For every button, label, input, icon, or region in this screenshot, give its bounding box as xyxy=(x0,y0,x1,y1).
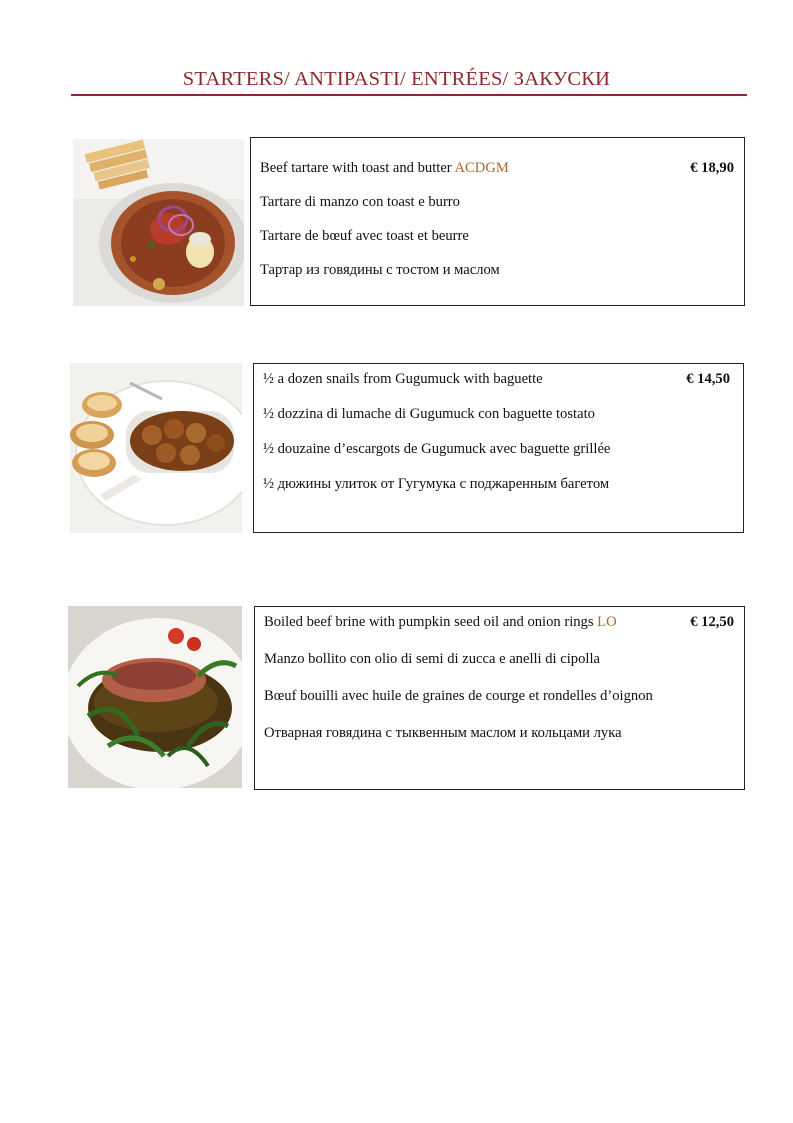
title-divider xyxy=(71,94,747,96)
menu-item-card xyxy=(253,363,744,533)
dish-price: € 12,50 xyxy=(690,614,734,630)
dish-name-en-text: ½ a dozen snails from Gugumuck with baguette xyxy=(263,371,543,387)
allergen-codes: LO xyxy=(597,614,617,630)
snails-photo xyxy=(70,363,242,533)
dish-name-ru: ½ дюжины улиток от Гугумука с поджаренным багетом xyxy=(263,476,610,492)
dish-name-it: ½ dozzina di lumache di Gugumuck con baguette tostato xyxy=(263,406,595,422)
dish-name-en-text: Boiled beef brine with pumpkin seed oil and onion rings xyxy=(264,614,598,630)
dish-name-ru: Отварная говядина с тыквенным маслом и кольцами лука xyxy=(264,725,622,741)
dish-price: € 14,50 xyxy=(686,371,730,387)
dish-name-fr: ½ douzaine d’escargots de Gugumuck avec baguette grillée xyxy=(263,441,611,457)
allergen-codes: ACDGM xyxy=(454,160,509,176)
dish-name-en-text: Beef tartare with toast and butter xyxy=(260,160,455,176)
beef-tartare-photo xyxy=(73,139,244,306)
dish-name-fr: Tartare de bœuf avec toast et beurre xyxy=(260,228,469,244)
dish-price: € 18,90 xyxy=(690,160,734,176)
menu-item-card xyxy=(254,606,745,790)
page-title: STARTERS/ ANTIPASTI/ ENTRÉES/ ЗАКУСКИ xyxy=(182,68,611,90)
dish-name-en xyxy=(263,371,543,388)
dish-name-en xyxy=(264,614,617,631)
dish-name-fr: Bœuf bouilli avec huile de graines de courge et rondelles d’oignon xyxy=(264,688,653,704)
menu-item-card xyxy=(250,137,745,306)
dish-name-en xyxy=(260,160,509,177)
dish-name-it: Tartare di manzo con toast e burro xyxy=(260,194,460,210)
dish-name-ru: Тартар из говядины с тостом и маслом xyxy=(260,262,500,278)
boiled-beef-photo xyxy=(68,606,242,788)
dish-name-it: Manzo bollito con olio di semi di zucca e anelli di cipolla xyxy=(264,651,600,667)
